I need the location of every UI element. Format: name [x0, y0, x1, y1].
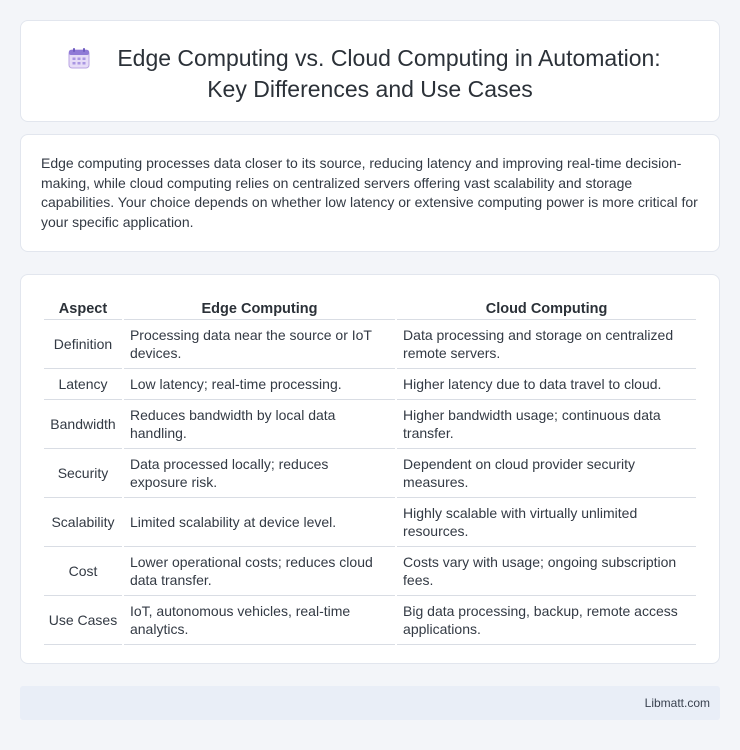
aspect-cell: Cost — [44, 547, 122, 596]
summary-card — [20, 134, 720, 252]
aspect-cell: Definition — [44, 320, 122, 369]
cloud-cell: Higher bandwidth usage; continuous data transfer. — [397, 400, 696, 449]
footer-brand-link[interactable]: Libmatt.com — [644, 696, 710, 710]
comparison-table-card — [20, 274, 720, 664]
aspect-cell: Latency — [44, 369, 122, 400]
comparison-table — [42, 296, 698, 645]
footer-bar — [20, 686, 720, 720]
table-header-row — [44, 296, 696, 320]
table-row — [44, 400, 696, 449]
title-card — [20, 20, 720, 122]
table-row — [44, 449, 696, 498]
table-row — [44, 596, 696, 645]
aspect-cell: Use Cases — [44, 596, 122, 645]
cloud-cell: Dependent on cloud provider security measures. — [397, 449, 696, 498]
aspect-cell: Security — [44, 449, 122, 498]
edge-cell: Limited scalability at device level. — [124, 498, 395, 547]
table-row — [44, 369, 696, 400]
aspect-cell: Scalability — [44, 498, 122, 547]
table-row — [44, 498, 696, 547]
aspect-cell: Bandwidth — [44, 400, 122, 449]
title-line-2: Key Differences and Use Cases — [207, 76, 533, 102]
title-line-1: Edge Computing vs. Cloud Computing in Automation: — [117, 45, 661, 71]
cloud-cell: Highly scalable with virtually unlimited resources. — [397, 498, 696, 547]
cloud-cell: Data processing and storage on centralized remote servers. — [397, 320, 696, 369]
page-title — [21, 43, 719, 105]
cloud-cell: Higher latency due to data travel to cloud. — [397, 369, 696, 400]
cloud-cell: Costs vary with usage; ongoing subscription fees. — [397, 547, 696, 596]
summary-text: Edge computing processes data closer to its source, reducing latency and improving real-time decision-making, while cloud computing relies on centralized servers offering vast scalability and storage capabilities. Your choice depends on whether low latency or extensive computing power is more critical for your specific application. — [41, 155, 698, 230]
table-row — [44, 547, 696, 596]
header-edge-computing: Edge Computing — [124, 296, 395, 320]
header-cloud-computing: Cloud Computing — [397, 296, 696, 320]
edge-cell: Lower operational costs; reduces cloud data transfer. — [124, 547, 395, 596]
edge-cell: Low latency; real-time processing. — [124, 369, 395, 400]
edge-cell: IoT, autonomous vehicles, real-time analytics. — [124, 596, 395, 645]
edge-cell: Processing data near the source or IoT devices. — [124, 320, 395, 369]
edge-cell: Data processed locally; reduces exposure risk. — [124, 449, 395, 498]
cloud-cell: Big data processing, backup, remote access applications. — [397, 596, 696, 645]
table-row — [44, 320, 696, 369]
edge-cell: Reduces bandwidth by local data handling. — [124, 400, 395, 449]
header-aspect: Aspect — [44, 296, 122, 320]
